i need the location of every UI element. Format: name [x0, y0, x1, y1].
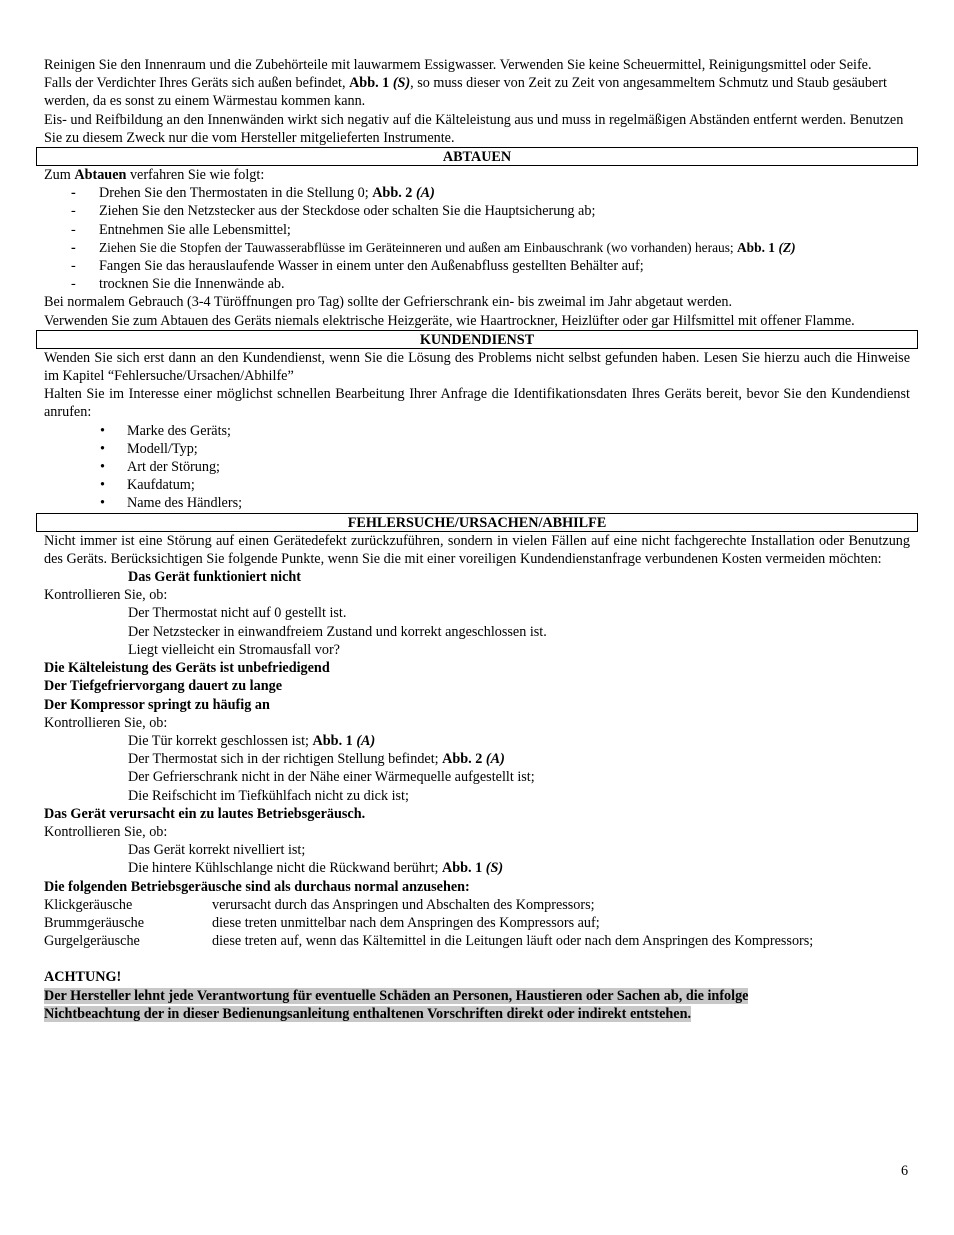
dash-marker: - — [71, 203, 76, 220]
dash-marker: - — [71, 276, 76, 293]
check-label: Kontrollieren Sie, ob: — [44, 714, 168, 731]
list-item-text: Name des Händlers; — [127, 495, 243, 512]
figure-ref: Abb. 1 — [312, 732, 353, 749]
list-item-text: Marke des Geräts; — [127, 422, 232, 439]
warning-line — [44, 987, 910, 1005]
dash-marker: - — [71, 185, 76, 202]
check-item — [44, 750, 910, 768]
warning-title: ACHTUNG! — [44, 969, 122, 986]
noise-description: diese treten auf, wenn das Kältemittel in die Leitungen läuft oder nach dem Anspringen des Kompressors; — [212, 933, 814, 950]
check-item: Das Gerät korrekt nivelliert ist; — [128, 842, 306, 859]
kundendienst-paragraph-1: Wenden Sie sich erst dann an den Kundendienst, wenn Sie die Lösung des Problems nicht selbst gefunden haben. Lesen Sie hierzu auch die Hinweise im Kapitel “Fehlersuche/Ursachen/Abhilfe” — [44, 349, 910, 385]
kundendienst-list — [44, 422, 910, 513]
check-item: Liegt vielleicht ein Stromausfall vor? — [128, 641, 340, 658]
check-item-text: Die hintere Kühlschlange nicht die Rückwand berührt; — [128, 860, 443, 877]
noise-name: Gurgelgeräusche — [44, 933, 140, 950]
list-item-text: Art der Störung; — [127, 459, 220, 476]
check-item-text: Die Tür korrekt geschlossen ist; — [128, 732, 313, 749]
fehlersuche-paragraph-1: Nicht immer ist eine Störung auf einen Gerätedefekt zurückzuführen, sondern in vielen Fällen auf eine nicht fachgerechte Installation oder Benutzung des Geräts. Berücksichtigen Sie folgende Punkte, wenn Sie die mit einer voreiligen Kundendienstanfrage verbundenen Kosten vermeiden möchten: — [44, 532, 910, 567]
list-item — [44, 458, 910, 476]
check-item: Der Gefrierschrank nicht in der Nähe einer Wärmequelle aufgestellt ist; — [128, 769, 535, 786]
list-item-text: Kaufdatum; — [127, 477, 195, 494]
step-text: trocknen Sie die Innenwände ab. — [99, 276, 285, 293]
intro-p2-text-a: Falls der Verdichter Ihres Geräts sich außen befindet, — [44, 75, 350, 92]
bullet-marker: • — [100, 459, 105, 476]
figure-ref-letter: (A) — [485, 751, 505, 768]
section-header-kundendienst: KUNDENDIENST — [36, 330, 918, 349]
list-item — [44, 494, 910, 512]
dash-marker: - — [71, 258, 76, 275]
list-item — [44, 476, 910, 494]
list-item — [44, 184, 910, 202]
figure-ref: Abb. 1 — [737, 239, 775, 255]
noise-row — [44, 932, 910, 950]
problem-title: Das Gerät funktioniert nicht — [128, 569, 302, 586]
step-text: Entnehmen Sie alle Lebensmittel; — [99, 221, 291, 238]
spacer — [44, 950, 910, 968]
step-text: Drehen Sie den Thermostaten in die Stellung 0; — [99, 185, 373, 202]
step-text: Ziehen Sie den Netzstecker aus der Steckdose oder schalten Sie die Hauptsicherung ab; — [99, 203, 596, 220]
list-item-text: Modell/Typ; — [127, 440, 198, 457]
check-label: Kontrollieren Sie, ob: — [44, 587, 168, 604]
list-item — [44, 422, 910, 440]
dash-marker: - — [71, 239, 76, 256]
list-item — [44, 202, 910, 220]
problem-title: Die Kälteleistung des Geräts ist unbefriedigend — [44, 660, 330, 677]
noise-row — [44, 896, 910, 914]
kundendienst-paragraph-2: Halten Sie im Interesse einer möglichst schnellen Bearbeitung Ihrer Anfrage die Identifikationsdaten Ihres Geräts bereit, bevor Sie den Kundendienst anrufen: — [44, 386, 910, 421]
noise-name: Brummgeräusche — [44, 914, 145, 931]
bullet-marker: • — [100, 440, 105, 457]
step-text: Fangen Sie das herauslaufende Wasser in einem unter den Außenabfluss gestellten Behälter auf; — [99, 258, 644, 275]
figure-ref-letter: (Z) — [778, 239, 796, 255]
bullet-marker: • — [100, 495, 105, 512]
bullet-marker: • — [100, 422, 105, 439]
list-item — [44, 257, 910, 275]
page-number: 6 — [901, 1163, 909, 1179]
check-item — [44, 732, 910, 750]
bullet-marker: • — [100, 477, 105, 494]
list-item — [44, 221, 910, 239]
check-label: Kontrollieren Sie, ob: — [44, 823, 168, 840]
warning-line — [44, 1005, 910, 1023]
figure-ref: Abb. 2 — [372, 185, 413, 202]
abtauen-paragraph-2: Verwenden Sie zum Abtauen des Geräts niemals elektrische Heizgeräte, wie Haartrockner, Heizlüfter oder gar Hilfsmittel mit offener Flamme. — [44, 312, 855, 329]
abtauen-intro — [44, 166, 910, 184]
intro-paragraph-3: Eis- und Reifbildung an den Innenwänden wirkt sich negativ auf die Kälteleistung aus und muss in regelmäßigen Abständen entfernt werden. Benutzen Sie zu diesem Zweck nur die vom Hersteller mitgelieferten Instrumente. — [44, 111, 904, 146]
check-item — [44, 859, 910, 877]
figure-ref: Abb. 1 — [349, 75, 390, 92]
figure-ref: Abb. 2 — [442, 751, 483, 768]
abtauen-steps — [44, 184, 910, 293]
step-text: Ziehen Sie die Stopfen der Tauwasserabflüsse im Geräteinneren und außen am Einbauschrank (wo vorhanden) heraus; — [99, 239, 738, 255]
list-item — [44, 440, 910, 458]
abtauen-paragraph-1: Bei normalem Gebrauch (3-4 Türöffnungen pro Tag) sollte der Gefrierschrank ein- bis zweimal im Jahr abgetaut werden. — [44, 294, 733, 311]
abtauen-intro-a: Zum — [44, 167, 75, 184]
intro-paragraph-2 — [44, 74, 910, 110]
section-header-abtauen: ABTAUEN — [36, 147, 918, 166]
warning-text: Der Hersteller lehnt jede Verantwortung für eventuelle Schäden an Personen, Haustieren oder Sachen ab, die infolge — [44, 987, 749, 1004]
page-content — [44, 56, 910, 1023]
abtauen-intro-b: verfahren Sie wie folgt: — [126, 167, 265, 184]
figure-ref-letter: (S) — [485, 860, 504, 877]
intro-p2-text-b: , so muss dieser von Zeit zu Zeit von angesammeltem Schmutz und Staub gesäubert werden, da es sonst zu einem Wärmestau kommen kann. — [44, 75, 887, 110]
check-item: Der Netzstecker in einwandfreiem Zustand und korrekt angeschlossen ist. — [128, 623, 547, 640]
problem-title: Das Gerät verursacht ein zu lautes Betriebsgeräusch. — [44, 805, 366, 822]
figure-ref-letter: (A) — [415, 185, 435, 202]
check-item-text: Der Thermostat sich in der richtigen Stellung befindet; — [128, 751, 443, 768]
abtauen-intro-bold: Abtauen — [74, 167, 127, 184]
check-item: Der Thermostat nicht auf 0 gestellt ist. — [128, 605, 347, 622]
list-item — [44, 275, 910, 293]
figure-ref: Abb. 1 — [442, 860, 483, 877]
problem-title: Die folgenden Betriebsgeräusche sind als durchaus normal anzusehen: — [44, 878, 470, 895]
problem-title: Der Tiefgefriervorgang dauert zu lange — [44, 678, 282, 695]
noise-description: diese treten unmittelbar nach dem Anspringen des Kompressors auf; — [212, 914, 600, 931]
noise-row — [44, 914, 910, 932]
problem-title: Der Kompressor springt zu häufig an — [44, 696, 270, 713]
list-item — [44, 239, 910, 257]
section-header-fehlersuche: FEHLERSUCHE/URSACHEN/ABHILFE — [36, 513, 918, 532]
figure-ref-letter: (S) — [392, 75, 411, 92]
dash-marker: - — [71, 221, 76, 238]
noise-description: verursacht durch das Anspringen und Abschalten des Kompressors; — [212, 896, 595, 913]
intro-paragraph-1: Reinigen Sie den Innenraum und die Zubehörteile mit lauwarmem Essigwasser. Verwenden Sie keine Scheuermittel, Reinigungsmittel oder Seife. — [44, 57, 872, 73]
noise-name: Klickgeräusche — [44, 896, 133, 913]
check-item: Die Reifschicht im Tiefkühlfach nicht zu dick ist; — [128, 787, 409, 804]
warning-text: Nichtbeachtung der in dieser Bedienungsanleitung enthaltenen Vorschriften direkt oder indirekt entstehen. — [44, 1005, 692, 1022]
figure-ref-letter: (A) — [356, 732, 376, 749]
